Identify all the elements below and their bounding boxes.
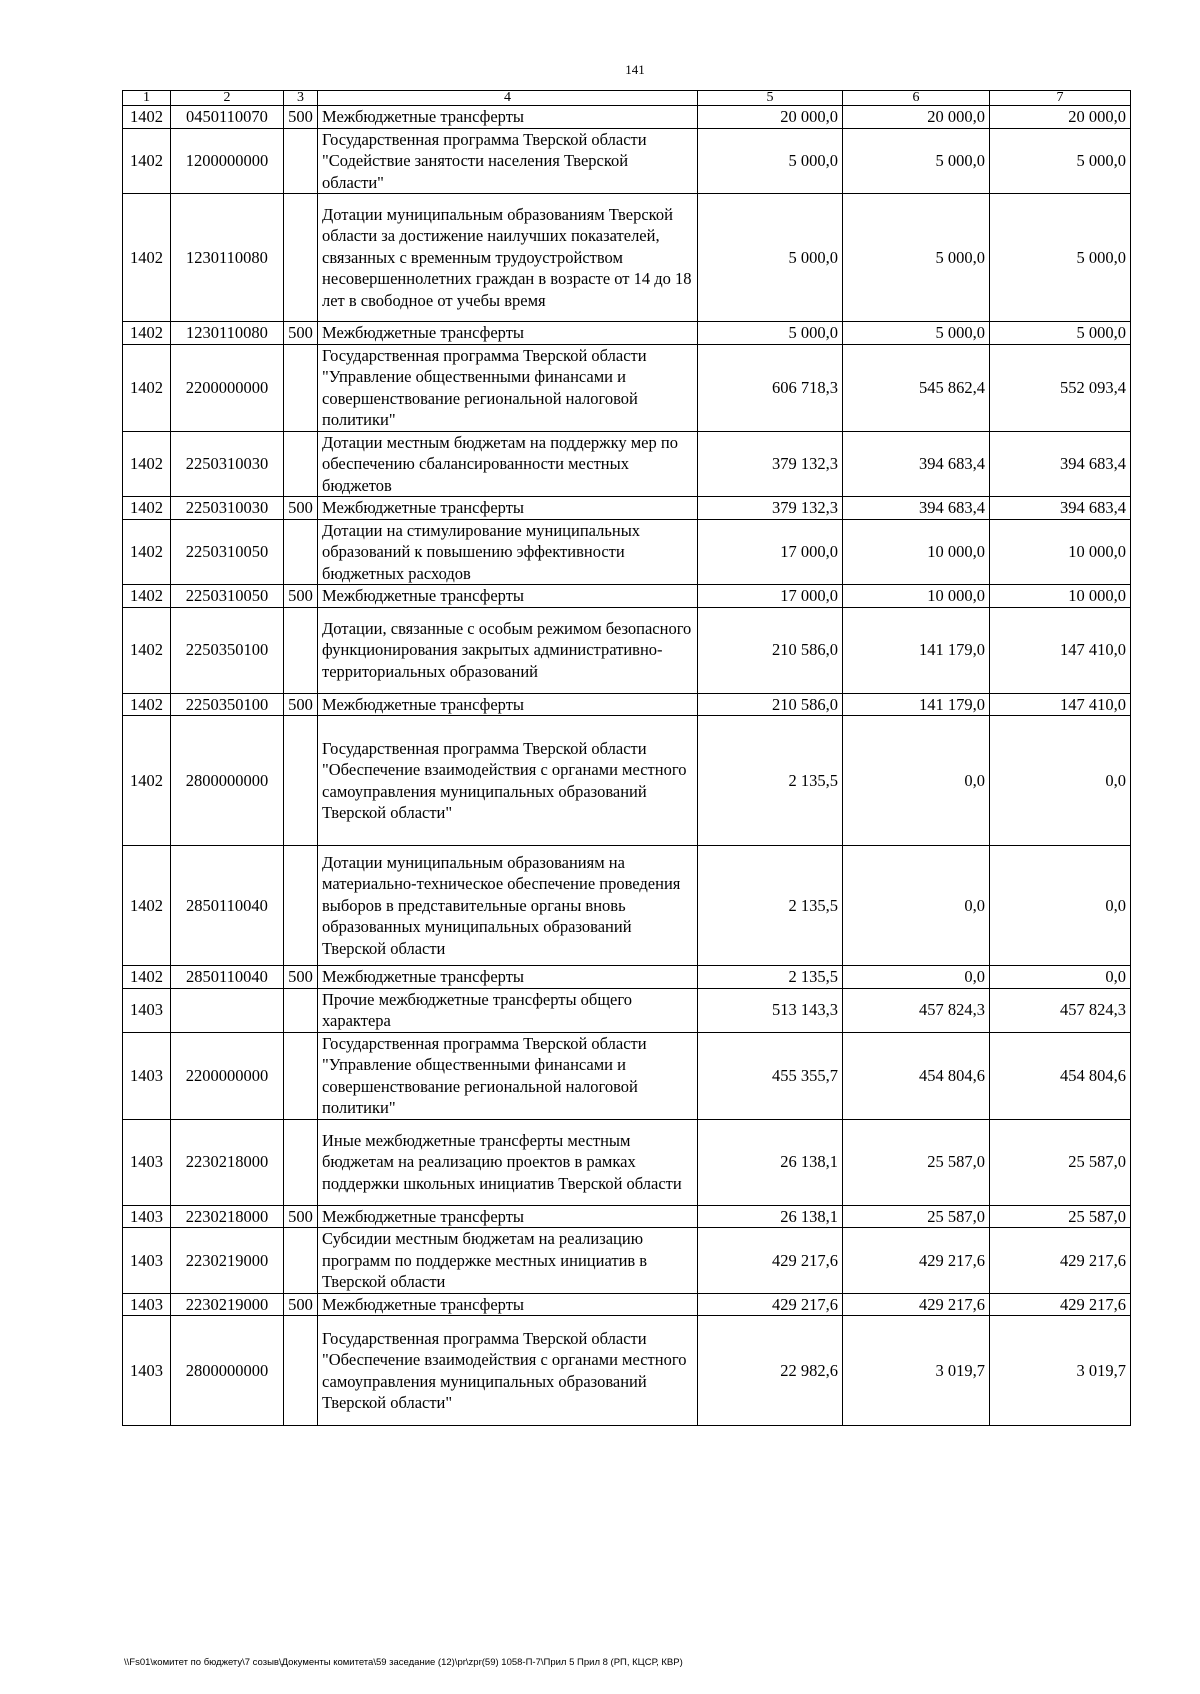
item-name: Государственная программа Тверской области "Управление общественными финансами и совершенствование региональной налоговой политики": [318, 1032, 698, 1119]
item-name: Дотации муниципальным образованиям на материально-техническое обеспечение проведения выборов в представительные органы вновь образованных муниципальных образований Тверской области: [318, 846, 698, 966]
table-row: [123, 1316, 1131, 1426]
amount-col7: 147 410,0: [990, 693, 1131, 716]
item-name: Государственная программа Тверской области "Управление общественными финансами и совершенствование региональной налоговой политики": [318, 344, 698, 431]
table-row: [123, 988, 1131, 1032]
amount-col5: 606 718,3: [698, 344, 843, 431]
column-header: 3: [284, 91, 318, 106]
amount-col5: 5 000,0: [698, 194, 843, 322]
header-row: [123, 91, 1131, 106]
item-name: Межбюджетные трансферты: [318, 497, 698, 520]
target-code: 2250310050: [171, 585, 284, 608]
page-number: 141: [625, 62, 645, 77]
item-name: Дотации, связанные с особым режимом безопасного функционирования закрытых административно-территориальных образований: [318, 607, 698, 693]
table-row: [123, 106, 1131, 129]
amount-col6: 0,0: [843, 716, 990, 846]
table-body: [123, 106, 1131, 1426]
expense-type: [284, 846, 318, 966]
target-code: 1230110080: [171, 322, 284, 345]
table-row: [123, 194, 1131, 322]
target-code: 2250310030: [171, 497, 284, 520]
amount-col6: 10 000,0: [843, 519, 990, 585]
target-code: 2230218000: [171, 1119, 284, 1205]
item-name: Межбюджетные трансферты: [318, 1205, 698, 1228]
item-name: Дотации на стимулирование муниципальных образований к повышению эффективности бюджетных расходов: [318, 519, 698, 585]
table-row: [123, 1032, 1131, 1119]
item-name: Иные межбюджетные трансферты местным бюджетам на реализацию проектов в рамках поддержки школьных инициатив Тверской области: [318, 1119, 698, 1205]
target-code: 2230218000: [171, 1205, 284, 1228]
section-code: 1403: [123, 1316, 171, 1426]
amount-col5: 17 000,0: [698, 519, 843, 585]
section-code: 1402: [123, 693, 171, 716]
table-row: [123, 497, 1131, 520]
item-name: Прочие межбюджетные трансферты общего характера: [318, 988, 698, 1032]
expense-type: 500: [284, 585, 318, 608]
amount-col7: 429 217,6: [990, 1228, 1131, 1294]
table-row: [123, 322, 1131, 345]
section-code: 1402: [123, 585, 171, 608]
section-code: 1402: [123, 344, 171, 431]
amount-col6: 394 683,4: [843, 497, 990, 520]
amount-col7: 454 804,6: [990, 1032, 1131, 1119]
section-code: 1402: [123, 966, 171, 989]
table-row: [123, 344, 1131, 431]
expense-type: [284, 344, 318, 431]
expense-type: [284, 607, 318, 693]
amount-col7: 429 217,6: [990, 1293, 1131, 1316]
column-header: 5: [698, 91, 843, 106]
table-row: [123, 607, 1131, 693]
target-code: 1200000000: [171, 128, 284, 194]
table-row: [123, 585, 1131, 608]
amount-col5: 455 355,7: [698, 1032, 843, 1119]
amount-col5: 26 138,1: [698, 1205, 843, 1228]
amount-col6: 0,0: [843, 966, 990, 989]
expense-type: [284, 519, 318, 585]
table-row: [123, 1119, 1131, 1205]
amount-col7: 25 587,0: [990, 1205, 1131, 1228]
amount-col7: 3 019,7: [990, 1316, 1131, 1426]
amount-col6: 25 587,0: [843, 1119, 990, 1205]
amount-col7: 457 824,3: [990, 988, 1131, 1032]
section-code: 1402: [123, 128, 171, 194]
item-name: Дотации местным бюджетам на поддержку мер по обеспечению сбалансированности местных бюджетов: [318, 431, 698, 497]
amount-col6: 10 000,0: [843, 585, 990, 608]
amount-col5: 379 132,3: [698, 431, 843, 497]
target-code: 2230219000: [171, 1293, 284, 1316]
amount-col7: 0,0: [990, 846, 1131, 966]
section-code: 1402: [123, 497, 171, 520]
target-code: 2850110040: [171, 966, 284, 989]
amount-col7: 147 410,0: [990, 607, 1131, 693]
table-row: [123, 1205, 1131, 1228]
table-row: [123, 693, 1131, 716]
amount-col5: 429 217,6: [698, 1293, 843, 1316]
item-name: Дотации муниципальным образованиям Тверской области за достижение наилучших показателей, связанных с временным трудоустройством несовершеннолетних граждан в возрасте от 14 до 18 лет в свободное от учебы время: [318, 194, 698, 322]
section-code: 1402: [123, 607, 171, 693]
amount-col6: 0,0: [843, 846, 990, 966]
amount-col5: 20 000,0: [698, 106, 843, 129]
item-name: Субсидии местным бюджетам на реализацию программ по поддержке местных инициатив в Тверской области: [318, 1228, 698, 1294]
amount-col5: 17 000,0: [698, 585, 843, 608]
expense-type: 500: [284, 497, 318, 520]
section-code: 1403: [123, 988, 171, 1032]
amount-col5: 22 982,6: [698, 1316, 843, 1426]
expense-type: [284, 1032, 318, 1119]
section-code: 1403: [123, 1119, 171, 1205]
section-code: 1402: [123, 194, 171, 322]
amount-col6: 141 179,0: [843, 693, 990, 716]
section-code: 1403: [123, 1032, 171, 1119]
amount-col6: 394 683,4: [843, 431, 990, 497]
target-code: 2200000000: [171, 344, 284, 431]
section-code: 1403: [123, 1293, 171, 1316]
expense-type: [284, 1119, 318, 1205]
amount-col7: 20 000,0: [990, 106, 1131, 129]
table-row: [123, 1293, 1131, 1316]
section-code: 1403: [123, 1205, 171, 1228]
amount-col6: 25 587,0: [843, 1205, 990, 1228]
column-header: 1: [123, 91, 171, 106]
expense-type: 500: [284, 966, 318, 989]
table-row: [123, 431, 1131, 497]
expense-type: [284, 431, 318, 497]
target-code: 2850110040: [171, 846, 284, 966]
amount-col6: 429 217,6: [843, 1228, 990, 1294]
amount-col5: 2 135,5: [698, 966, 843, 989]
amount-col7: 10 000,0: [990, 585, 1131, 608]
section-code: 1402: [123, 716, 171, 846]
amount-col6: 3 019,7: [843, 1316, 990, 1426]
amount-col5: 5 000,0: [698, 128, 843, 194]
column-header: 4: [318, 91, 698, 106]
amount-col5: 2 135,5: [698, 716, 843, 846]
amount-col6: 20 000,0: [843, 106, 990, 129]
section-code: 1402: [123, 322, 171, 345]
expense-type: [284, 194, 318, 322]
amount-col7: 5 000,0: [990, 322, 1131, 345]
item-name: Межбюджетные трансферты: [318, 1293, 698, 1316]
expense-type: 500: [284, 693, 318, 716]
column-header: 7: [990, 91, 1131, 106]
amount-col5: 26 138,1: [698, 1119, 843, 1205]
target-code: 2800000000: [171, 1316, 284, 1426]
target-code: 2230219000: [171, 1228, 284, 1294]
expense-type: 500: [284, 322, 318, 345]
amount-col6: 457 824,3: [843, 988, 990, 1032]
amount-col6: 454 804,6: [843, 1032, 990, 1119]
table-row: [123, 128, 1131, 194]
amount-col5: 210 586,0: [698, 607, 843, 693]
target-code: [171, 988, 284, 1032]
target-code: 2250350100: [171, 693, 284, 716]
amount-col5: 379 132,3: [698, 497, 843, 520]
amount-col5: 5 000,0: [698, 322, 843, 345]
item-name: Государственная программа Тверской области "Обеспечение взаимодействия с органами местного самоуправления муниципальных образований Тверской области": [318, 1316, 698, 1426]
expense-type: [284, 128, 318, 194]
section-code: 1402: [123, 431, 171, 497]
amount-col6: 429 217,6: [843, 1293, 990, 1316]
item-name: Межбюджетные трансферты: [318, 966, 698, 989]
amount-col6: 545 862,4: [843, 344, 990, 431]
target-code: 0450110070: [171, 106, 284, 129]
column-header: 2: [171, 91, 284, 106]
item-name: Межбюджетные трансферты: [318, 585, 698, 608]
budget-table: [122, 90, 1131, 1426]
table-row: [123, 519, 1131, 585]
amount-col7: 5 000,0: [990, 194, 1131, 322]
amount-col6: 5 000,0: [843, 128, 990, 194]
table-row: [123, 1228, 1131, 1294]
expense-type: [284, 988, 318, 1032]
amount-col5: 513 143,3: [698, 988, 843, 1032]
amount-col5: 2 135,5: [698, 846, 843, 966]
table-row: [123, 846, 1131, 966]
amount-col7: 394 683,4: [990, 497, 1131, 520]
target-code: 2250350100: [171, 607, 284, 693]
expense-type: [284, 1316, 318, 1426]
amount-col7: 552 093,4: [990, 344, 1131, 431]
amount-col7: 0,0: [990, 966, 1131, 989]
target-code: 1230110080: [171, 194, 284, 322]
amount-col6: 5 000,0: [843, 194, 990, 322]
column-header: 6: [843, 91, 990, 106]
expense-type: [284, 1228, 318, 1294]
item-name: Межбюджетные трансферты: [318, 322, 698, 345]
footer-file-path: \\Fs01\комитет по бюджету\7 созыв\Документы комитета\59 заседание (12)\pr\zpr(59) 1058-П-7\Прил 5 Прил 8 (РП, КЦСР, КВР): [124, 1657, 683, 1668]
expense-type: 500: [284, 106, 318, 129]
item-name: Государственная программа Тверской области "Обеспечение взаимодействия с органами местного самоуправления муниципальных образований Тверской области": [318, 716, 698, 846]
expense-type: 500: [284, 1205, 318, 1228]
section-code: 1403: [123, 1228, 171, 1294]
expense-type: [284, 716, 318, 846]
section-code: 1402: [123, 846, 171, 966]
amount-col6: 141 179,0: [843, 607, 990, 693]
section-code: 1402: [123, 519, 171, 585]
target-code: 2250310030: [171, 431, 284, 497]
target-code: 2200000000: [171, 1032, 284, 1119]
expense-type: 500: [284, 1293, 318, 1316]
table-row: [123, 966, 1131, 989]
amount-col5: 429 217,6: [698, 1228, 843, 1294]
amount-col7: 5 000,0: [990, 128, 1131, 194]
item-name: Межбюджетные трансферты: [318, 693, 698, 716]
section-code: 1402: [123, 106, 171, 129]
amount-col7: 0,0: [990, 716, 1131, 846]
item-name: Государственная программа Тверской области "Содействие занятости населения Тверской области": [318, 128, 698, 194]
table-row: [123, 716, 1131, 846]
amount-col7: 394 683,4: [990, 431, 1131, 497]
amount-col5: 210 586,0: [698, 693, 843, 716]
amount-col7: 25 587,0: [990, 1119, 1131, 1205]
item-name: Межбюджетные трансферты: [318, 106, 698, 129]
amount-col6: 5 000,0: [843, 322, 990, 345]
target-code: 2800000000: [171, 716, 284, 846]
target-code: 2250310050: [171, 519, 284, 585]
amount-col7: 10 000,0: [990, 519, 1131, 585]
